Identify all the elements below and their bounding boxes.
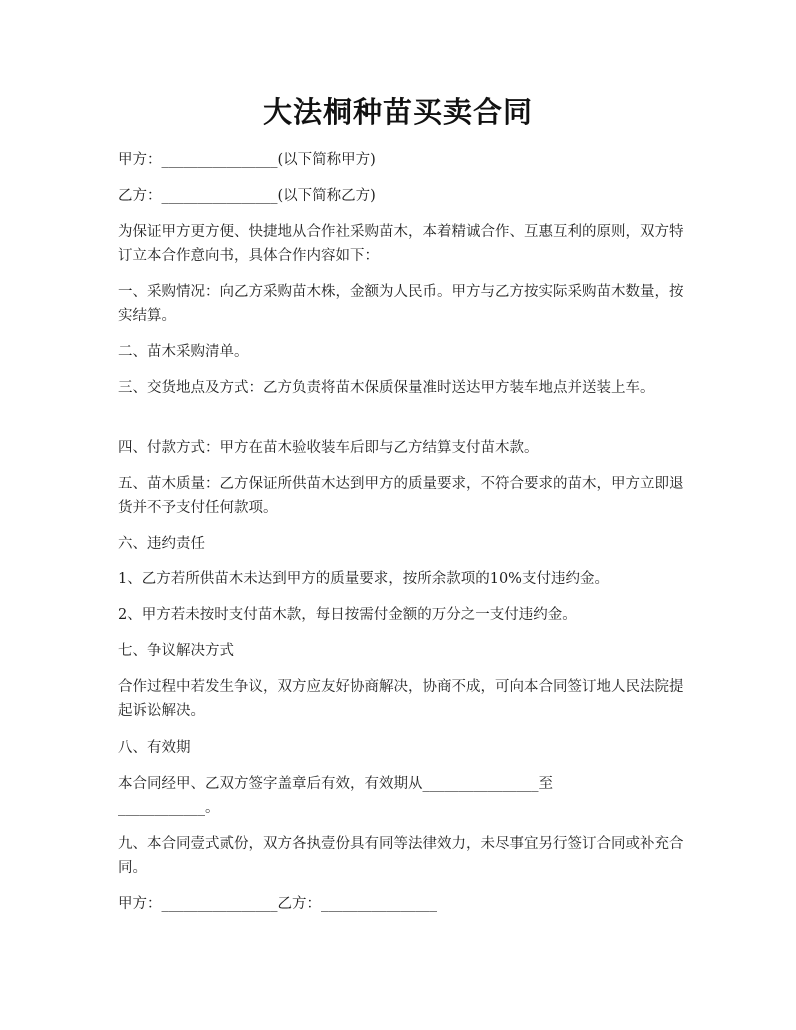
clause-6-item-1: 1、乙方若所供苗木未达到甲方的质量要求，按所余款项的10%支付违约金。 (118, 571, 609, 587)
document-title: 大法桐种苗买卖合同 (262, 95, 533, 129)
clause-1-procurement: 一、采购情况：向乙方采购苗木株，金额为人民币。甲方与乙方按实际采购苗木数量，按实结算。 (118, 284, 684, 324)
clause-8-heading: 八、有效期 (118, 740, 191, 756)
clause-6-heading: 六、违约责任 (118, 536, 205, 552)
preamble-paragraph: 为保证甲方更方便、快捷地从合作社采购苗木，本着精诚合作、互惠互利的原则，双方特订立本合作意向书，具体合作内容如下： (118, 224, 684, 264)
clause-2-list: 二、苗木采购清单。 (118, 344, 249, 360)
clause-6-item-2: 2、甲方若未按时支付苗木款，每日按需付金额的万分之一支付违约金。 (118, 607, 577, 623)
clause-7-text: 合作过程中若发生争议，双方应友好协商解决，协商不成，可向本合同签订地人民法院提起诉讼解决。 (118, 679, 684, 719)
clause-8-text: 本合同经甲、乙双方签字盖章后有效，有效期从________________至 ____________。 (118, 776, 553, 816)
party-a-line: 甲方：________________(以下简称甲方) (118, 152, 376, 168)
clause-4-payment: 四、付款方式：甲方在苗木验收装车后即与乙方结算支付苗木款。 (118, 440, 539, 456)
clause-5-quality: 五、苗木质量：乙方保证所供苗木达到甲方的质量要求，不符合要求的苗木，甲方立即退货并不予支付任何款项。 (118, 476, 684, 516)
party-b-line: 乙方：________________(以下简称乙方) (118, 188, 376, 204)
signature-line: 甲方：________________乙方：________________ (118, 896, 437, 912)
clause-7-heading: 七、争议解决方式 (118, 643, 234, 659)
clause-9-text: 九、本合同壹式贰份，双方各执壹份具有同等法律效力，未尽事宜另行签订合同或补充合同。 (118, 836, 684, 876)
clause-3-delivery: 三、交货地点及方式：乙方负责将苗木保质保量准时送达甲方装车地点并送装上车。 (118, 380, 655, 396)
